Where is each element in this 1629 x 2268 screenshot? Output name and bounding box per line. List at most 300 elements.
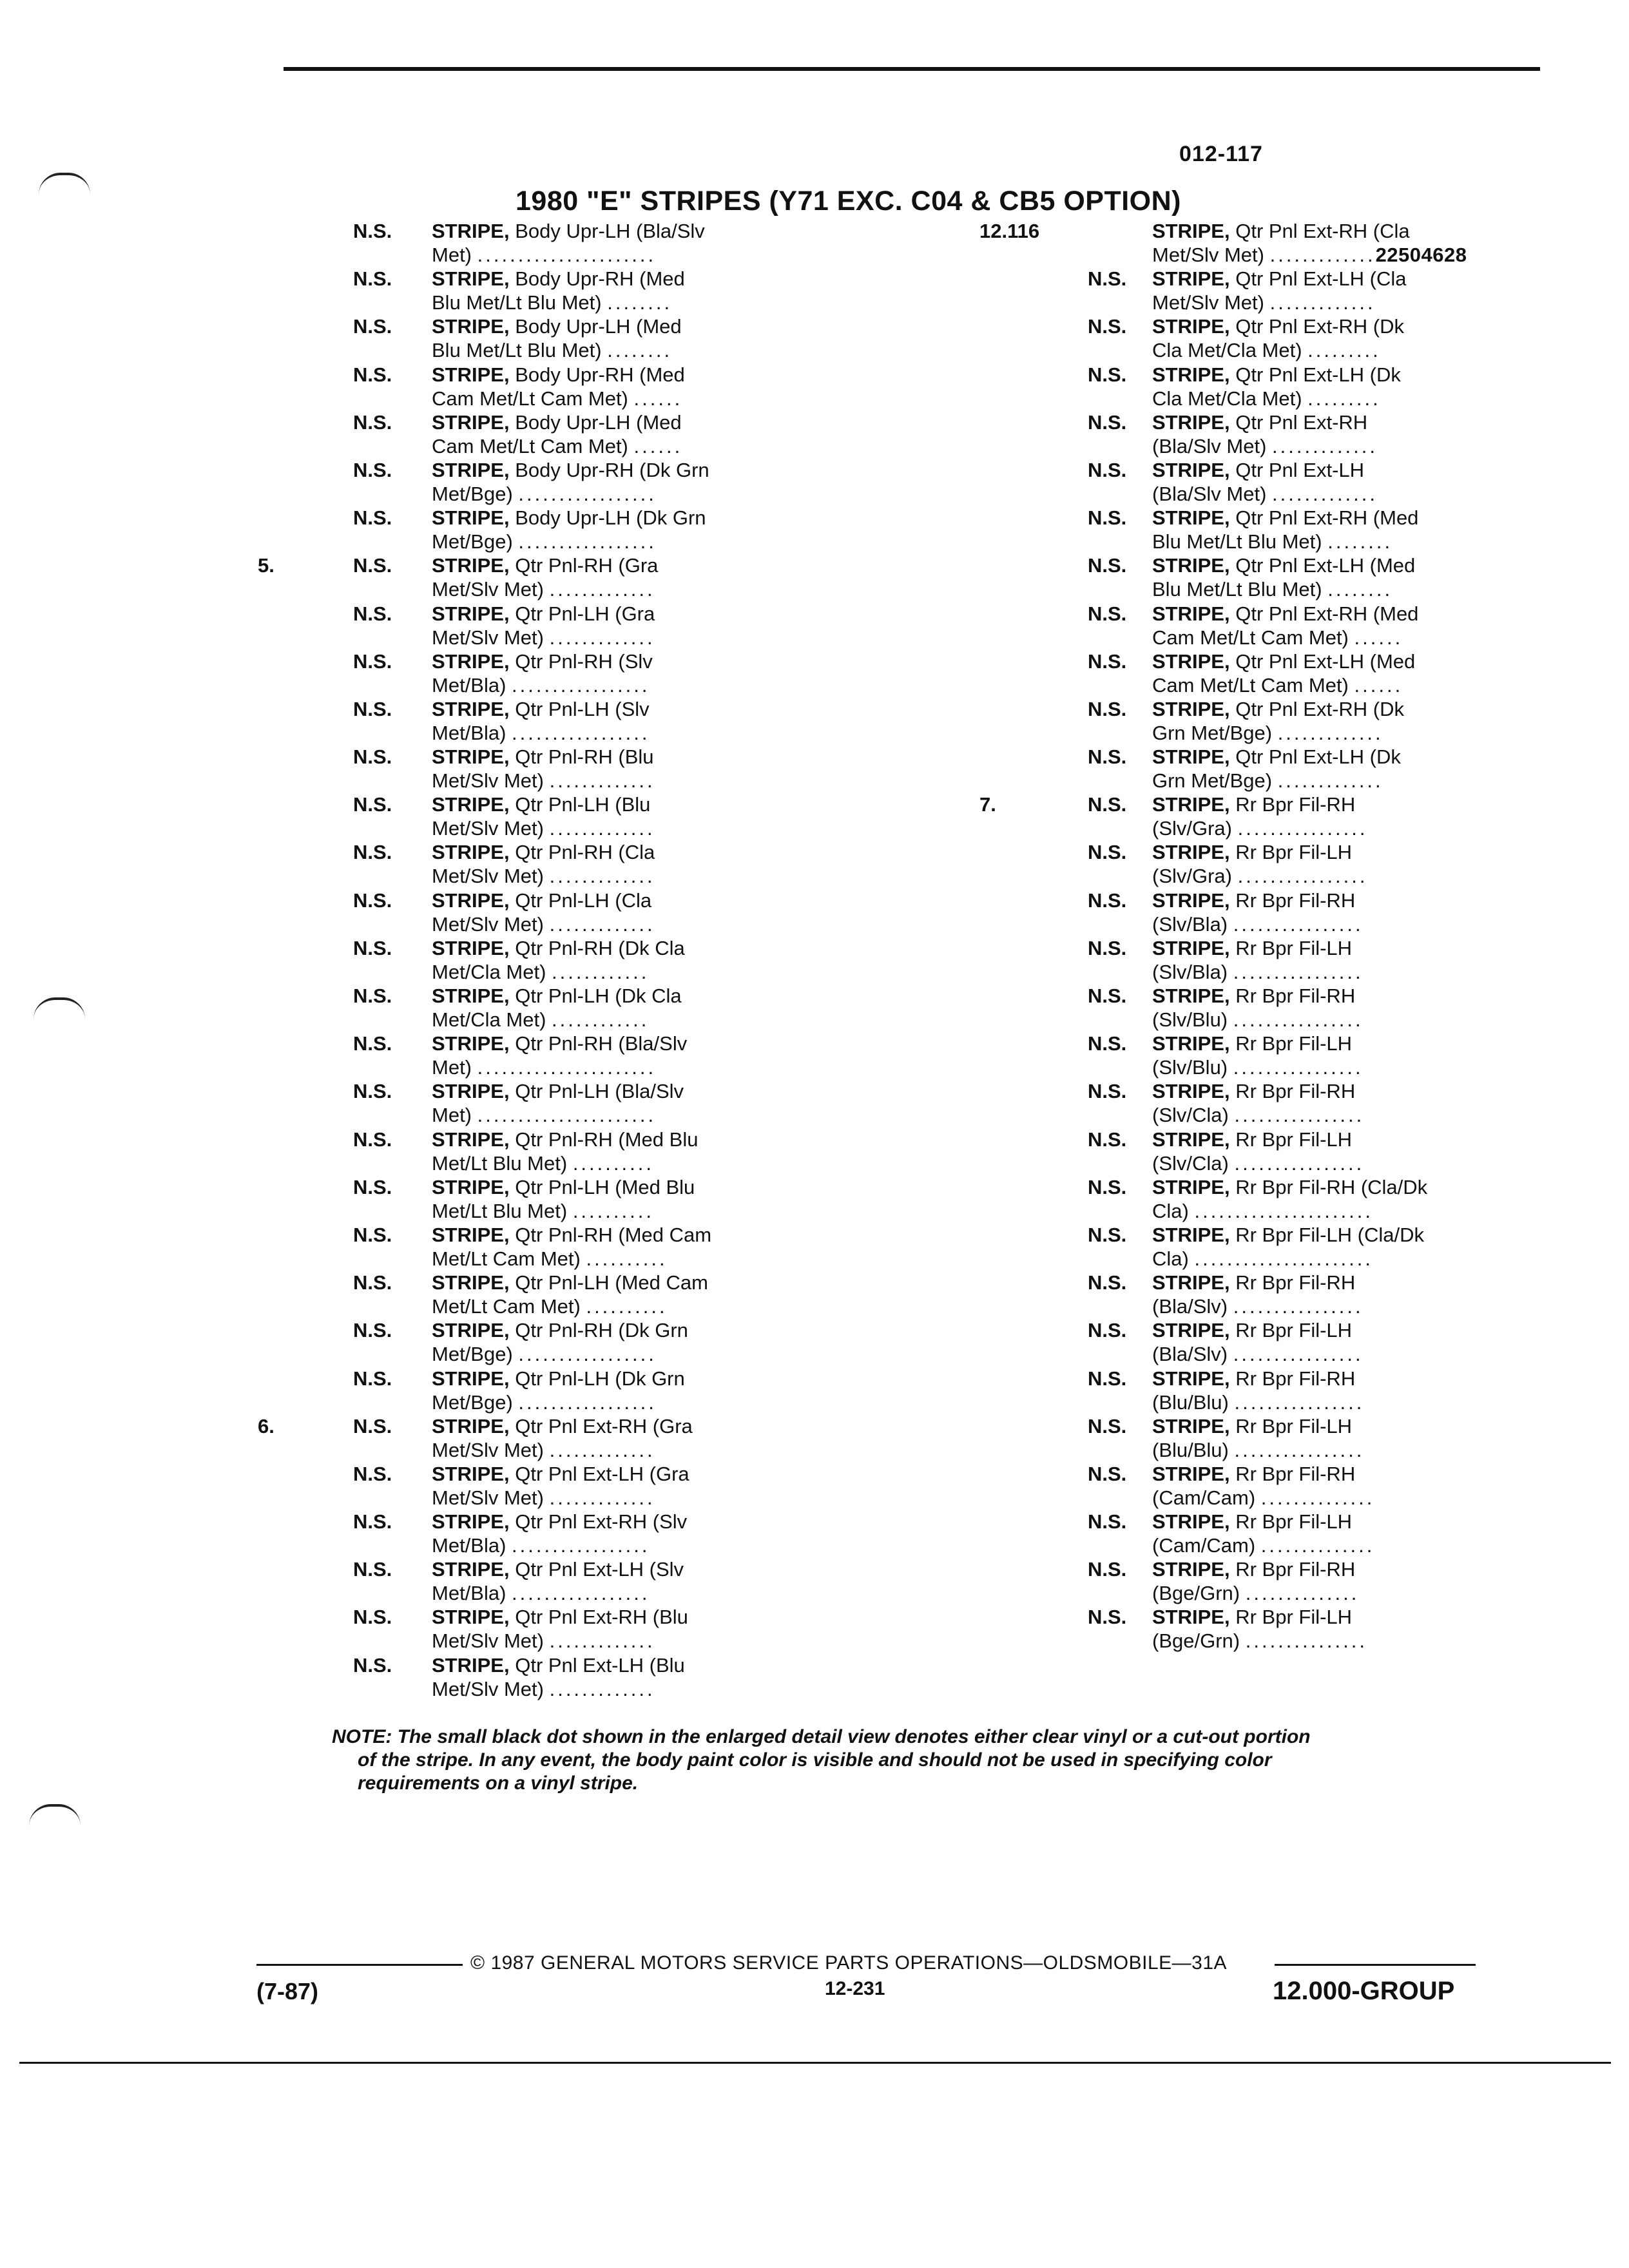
dot-leader: ............... bbox=[1245, 1629, 1367, 1653]
part-name: STRIPE, bbox=[432, 1653, 510, 1677]
dot-leader: ...... bbox=[1354, 673, 1403, 697]
part-description-line-1: Body Upr-LH (Dk Grn bbox=[515, 506, 706, 530]
part-description-text: Blu Met/Lt Blu Met) bbox=[1152, 530, 1322, 553]
parts-entry bbox=[258, 1032, 786, 1079]
dot-leader: ...................... bbox=[1194, 1199, 1373, 1222]
part-name: STRIPE, bbox=[1152, 936, 1230, 959]
parts-entry bbox=[258, 219, 786, 267]
part-description bbox=[1152, 649, 1487, 697]
part-description-line-1: Rr Bpr Fil-LH bbox=[1235, 1032, 1353, 1055]
part-status: N.S. bbox=[1088, 1319, 1127, 1342]
part-status: N.S. bbox=[353, 697, 392, 720]
part-description-text: (Bla/Slv Met) bbox=[1152, 482, 1267, 505]
left-parts-column bbox=[258, 219, 786, 1701]
part-name: STRIPE, bbox=[432, 1175, 510, 1198]
part-description-text: Cla Met/Cla Met) bbox=[1152, 387, 1302, 410]
part-description-text: Met/Slv Met) bbox=[432, 1438, 544, 1461]
part-status: N.S. bbox=[353, 1653, 392, 1677]
part-description-line-1: Qtr Pnl Ext-LH (Med bbox=[1235, 554, 1416, 577]
parts-entry bbox=[258, 602, 786, 649]
dot-leader: ................ bbox=[1233, 912, 1364, 936]
part-description-line-2 bbox=[432, 912, 767, 936]
part-description-line-1: Rr Bpr Fil-RH bbox=[1235, 889, 1356, 912]
part-description-text: (Slv/Cla) bbox=[1152, 1151, 1229, 1175]
parts-entry bbox=[979, 1128, 1508, 1175]
part-description-line-2 bbox=[1152, 769, 1487, 793]
part-status: N.S. bbox=[353, 1223, 392, 1246]
part-description-line-1: Qtr Pnl-LH (Bla/Slv bbox=[515, 1080, 684, 1103]
dot-leader: ................ bbox=[1233, 1008, 1364, 1031]
part-description-line-1: Qtr Pnl-RH (Med Cam bbox=[515, 1223, 712, 1246]
dot-leader: ............. bbox=[1269, 244, 1376, 266]
dot-leader: ................ bbox=[1234, 1390, 1365, 1414]
part-description-text: Met/Slv Met) bbox=[432, 578, 544, 601]
binder-hole-mark bbox=[34, 997, 85, 1019]
part-status: N.S. bbox=[353, 1128, 392, 1151]
parts-entry bbox=[258, 1223, 786, 1271]
part-status: N.S. bbox=[353, 602, 392, 625]
part-description bbox=[432, 410, 767, 458]
part-description-text: Blu Met/Lt Blu Met) bbox=[432, 339, 602, 362]
right-parts-column bbox=[979, 219, 1508, 1653]
part-status: N.S. bbox=[353, 554, 392, 577]
part-status: N.S. bbox=[1088, 363, 1127, 386]
part-status: N.S. bbox=[353, 649, 392, 673]
part-name: STRIPE, bbox=[432, 1032, 510, 1055]
dot-leader: ............. bbox=[549, 865, 655, 888]
part-description-line-1: Qtr Pnl-RH (Gra bbox=[515, 554, 659, 577]
part-description-line-2 bbox=[432, 1438, 767, 1462]
part-status: N.S. bbox=[353, 1080, 392, 1103]
part-status: N.S. bbox=[1088, 1032, 1127, 1055]
part-description-line-1: Rr Bpr Fil-LH (Cla/Dk bbox=[1235, 1223, 1425, 1246]
parts-entry bbox=[258, 1653, 786, 1701]
part-name: STRIPE, bbox=[1152, 841, 1230, 864]
part-name: STRIPE, bbox=[1152, 697, 1230, 720]
part-status: N.S. bbox=[1088, 697, 1127, 720]
part-description bbox=[432, 267, 767, 314]
parts-entry bbox=[979, 1367, 1508, 1414]
parts-entry bbox=[979, 1175, 1508, 1223]
dot-leader: ............. bbox=[549, 769, 655, 793]
part-description bbox=[1152, 745, 1487, 793]
part-description-line-2 bbox=[1152, 482, 1487, 506]
dot-leader: ...................... bbox=[1194, 1247, 1373, 1270]
part-description-text: Met/Slv Met) bbox=[432, 865, 544, 888]
top-rule bbox=[284, 67, 1540, 71]
part-description-line-1: Qtr Pnl Ext-RH (Cla bbox=[1235, 220, 1410, 242]
part-description-line-1: Qtr Pnl Ext-LH bbox=[1235, 458, 1365, 481]
part-description-line-1: Rr Bpr Fil-LH bbox=[1235, 1128, 1353, 1151]
part-description bbox=[432, 840, 767, 888]
stripe-note bbox=[332, 1725, 1466, 1795]
part-name: STRIPE, bbox=[1152, 1271, 1230, 1294]
dot-leader: ...... bbox=[633, 434, 683, 457]
part-name: STRIPE, bbox=[1152, 1175, 1230, 1198]
part-description-line-2 bbox=[1152, 912, 1487, 936]
parts-entry bbox=[979, 219, 1508, 267]
part-name: STRIPE, bbox=[432, 1558, 510, 1581]
part-description-line-1: Qtr Pnl Ext-LH (Blu bbox=[515, 1653, 685, 1677]
part-description-line-2 bbox=[1152, 626, 1487, 649]
part-name: STRIPE, bbox=[432, 602, 510, 625]
part-status: N.S. bbox=[353, 220, 392, 242]
parts-entry bbox=[258, 458, 786, 506]
part-status: N.S. bbox=[1088, 793, 1127, 816]
part-description bbox=[432, 314, 767, 362]
parts-entry bbox=[258, 984, 786, 1032]
dot-leader: ...... bbox=[1354, 626, 1403, 649]
parts-entry bbox=[979, 314, 1508, 362]
part-status: N.S. bbox=[1088, 745, 1127, 769]
parts-entry bbox=[258, 745, 786, 793]
parts-entry bbox=[979, 793, 1508, 840]
dot-leader: ................ bbox=[1233, 1056, 1364, 1079]
dot-leader: ................ bbox=[1233, 1343, 1364, 1366]
parts-entry bbox=[979, 506, 1508, 553]
part-status: N.S. bbox=[353, 1606, 392, 1629]
part-status: N.S. bbox=[1088, 1558, 1127, 1581]
part-name: STRIPE, bbox=[1152, 220, 1230, 242]
part-description-line-1: Body Upr-RH (Dk Grn bbox=[515, 458, 709, 481]
parts-entry bbox=[258, 363, 786, 410]
footer-page-number: 12-231 bbox=[825, 1978, 885, 1999]
part-description-text: Met/Slv Met) bbox=[432, 1486, 544, 1509]
part-description-line-2 bbox=[1152, 673, 1487, 697]
part-description-text: (Cam/Cam) bbox=[1152, 1486, 1256, 1509]
dot-leader: ............. bbox=[1269, 291, 1376, 314]
part-status: N.S. bbox=[1088, 1367, 1127, 1390]
part-description-line-1: Rr Bpr Fil-LH bbox=[1235, 936, 1353, 959]
part-description-text: Met/Bge) bbox=[432, 530, 513, 553]
part-description-line-2 bbox=[432, 1199, 767, 1223]
part-description bbox=[1152, 1557, 1487, 1605]
part-description-line-1: Qtr Pnl Ext-RH (Slv bbox=[515, 1510, 688, 1533]
part-description-text: Cla) bbox=[1152, 1199, 1189, 1222]
part-description-text: (Slv/Blu) bbox=[1152, 1008, 1228, 1031]
parts-entry bbox=[258, 314, 786, 362]
part-description bbox=[432, 1653, 767, 1701]
part-description-line-2 bbox=[1152, 1390, 1487, 1414]
part-description-line-2 bbox=[432, 338, 767, 362]
part-description bbox=[1152, 602, 1487, 649]
part-description-line-2 bbox=[432, 1677, 767, 1701]
part-name: STRIPE, bbox=[1152, 315, 1230, 338]
dot-leader: .............. bbox=[1260, 1534, 1375, 1557]
part-description-line-1: Qtr Pnl Ext-LH (Slv bbox=[515, 1558, 684, 1581]
part-description bbox=[1152, 1462, 1487, 1510]
part-status: N.S. bbox=[1088, 889, 1127, 912]
part-description-line-2 bbox=[432, 1486, 767, 1510]
part-description bbox=[1152, 1223, 1487, 1271]
part-name: STRIPE, bbox=[432, 649, 510, 673]
dot-leader: .......... bbox=[586, 1247, 668, 1270]
parts-entry bbox=[258, 1271, 786, 1318]
part-description bbox=[1152, 458, 1487, 506]
part-description-line-1: Qtr Pnl-LH (Dk Grn bbox=[515, 1367, 685, 1390]
parts-entry bbox=[979, 553, 1508, 601]
footer-rule-left bbox=[256, 1964, 463, 1966]
dot-leader: ................ bbox=[1234, 1438, 1365, 1461]
part-description-text: (Slv/Cla) bbox=[1152, 1104, 1229, 1127]
part-name: STRIPE, bbox=[1152, 410, 1230, 434]
parts-entry bbox=[258, 267, 786, 314]
part-description-text: (Slv/Gra) bbox=[1152, 817, 1232, 840]
part-description-line-1: Qtr Pnl-RH (Med Blu bbox=[515, 1128, 699, 1151]
part-description-line-2 bbox=[432, 1151, 767, 1175]
dot-leader: .......... bbox=[586, 1295, 668, 1318]
part-description bbox=[1152, 1032, 1487, 1079]
dot-leader: ........ bbox=[607, 291, 673, 314]
part-description bbox=[1152, 219, 1487, 267]
part-description-line-2 bbox=[1152, 1294, 1487, 1318]
part-name: STRIPE, bbox=[1152, 1606, 1230, 1629]
part-status: N.S. bbox=[353, 1271, 392, 1294]
footer-group-label: 12.000-GROUP bbox=[1273, 1977, 1455, 2005]
part-description-text: Met/Lt Blu Met) bbox=[432, 1151, 568, 1175]
part-description-line-1: Rr Bpr Fil-LH bbox=[1235, 1319, 1353, 1342]
part-status: N.S. bbox=[1088, 1223, 1127, 1246]
part-status: N.S. bbox=[1088, 602, 1127, 625]
part-description-line-1: Rr Bpr Fil-LH bbox=[1235, 1414, 1353, 1437]
part-name: STRIPE, bbox=[432, 1414, 510, 1437]
part-description bbox=[432, 1079, 767, 1127]
footer-revision-date: (7-87) bbox=[256, 1978, 319, 2004]
dot-leader: ............. bbox=[549, 1486, 655, 1509]
part-description-line-2 bbox=[432, 387, 767, 410]
dot-leader: ............. bbox=[549, 578, 655, 601]
part-description-line-2 bbox=[432, 530, 767, 553]
dot-leader: ............. bbox=[1277, 769, 1383, 793]
part-name: STRIPE, bbox=[432, 363, 510, 386]
parts-entry bbox=[979, 1414, 1508, 1462]
dot-leader: ................ bbox=[1233, 960, 1364, 983]
parts-entry bbox=[979, 410, 1508, 458]
dot-leader: .......... bbox=[572, 1151, 654, 1175]
part-description-text: Met) bbox=[432, 1104, 472, 1127]
part-name: STRIPE, bbox=[432, 1510, 510, 1533]
part-name: STRIPE, bbox=[432, 745, 510, 769]
part-description-line-2 bbox=[432, 1247, 767, 1271]
part-description bbox=[1152, 697, 1487, 745]
part-description-text: (Bge/Grn) bbox=[1152, 1582, 1240, 1605]
part-description-text: Met/Lt Cam Met) bbox=[432, 1295, 581, 1318]
part-name: STRIPE, bbox=[1152, 745, 1230, 769]
part-description bbox=[432, 745, 767, 793]
part-status: N.S. bbox=[353, 793, 392, 816]
part-name: STRIPE, bbox=[432, 1367, 510, 1390]
part-description bbox=[1152, 1318, 1487, 1366]
part-status: N.S. bbox=[353, 1367, 392, 1390]
dot-leader: ............. bbox=[1272, 482, 1378, 505]
part-name: STRIPE, bbox=[432, 1319, 510, 1342]
part-description-line-2 bbox=[1152, 721, 1487, 745]
part-description bbox=[1152, 793, 1487, 840]
part-description-line-2 bbox=[432, 1008, 767, 1032]
part-description-line-1: Rr Bpr Fil-LH bbox=[1235, 1606, 1353, 1629]
part-description-text: Met/Bla) bbox=[432, 673, 506, 697]
part-description-text: Met/Bge) bbox=[432, 1390, 513, 1414]
part-description bbox=[1152, 1510, 1487, 1557]
parts-entry bbox=[979, 1462, 1508, 1510]
part-description-line-2 bbox=[432, 816, 767, 840]
part-name: STRIPE, bbox=[432, 410, 510, 434]
dot-leader: ........ bbox=[607, 339, 673, 362]
part-description-line-2 bbox=[1152, 816, 1487, 840]
part-description-line-1: Qtr Pnl Ext-RH (Med bbox=[1235, 506, 1419, 530]
part-description-text: Met/Lt Cam Met) bbox=[432, 1247, 581, 1270]
callout-number: 12.116 bbox=[979, 220, 1040, 242]
part-description bbox=[432, 363, 767, 410]
part-description-text: (Bla/Slv Met) bbox=[1152, 434, 1267, 457]
part-description-line-2 bbox=[432, 673, 767, 697]
part-description bbox=[432, 984, 767, 1032]
parts-entry bbox=[258, 889, 786, 936]
part-description-line-2 bbox=[432, 1055, 767, 1079]
part-description-text: Blu Met/Lt Blu Met) bbox=[432, 291, 602, 314]
parts-entry bbox=[979, 1223, 1508, 1271]
dot-leader: ................. bbox=[518, 1343, 657, 1366]
part-description-text: Met/Slv Met) bbox=[432, 626, 544, 649]
part-description-text: (Slv/Bla) bbox=[1152, 912, 1228, 936]
parts-entry bbox=[258, 1605, 786, 1653]
page-reference: 012-117 bbox=[1179, 142, 1263, 166]
part-status: N.S. bbox=[1088, 936, 1127, 959]
part-description bbox=[1152, 1605, 1487, 1653]
part-description bbox=[432, 697, 767, 745]
part-status: N.S. bbox=[1088, 841, 1127, 864]
part-name: STRIPE, bbox=[432, 315, 510, 338]
part-description bbox=[1152, 889, 1487, 936]
part-description-text: Cla) bbox=[1152, 1247, 1189, 1270]
part-description-line-1: Rr Bpr Fil-LH bbox=[1235, 1510, 1353, 1533]
part-description-line-2 bbox=[432, 1390, 767, 1414]
part-description-text: Met/Bla) bbox=[432, 1582, 506, 1605]
part-description-line-2 bbox=[432, 291, 767, 314]
part-description-line-2 bbox=[432, 243, 767, 267]
dot-leader: ...... bbox=[633, 387, 683, 410]
part-description bbox=[1152, 553, 1487, 601]
part-description-text: Met/Slv Met) bbox=[432, 1629, 544, 1653]
dot-leader: ........ bbox=[1327, 530, 1393, 553]
part-description bbox=[1152, 314, 1487, 362]
dot-leader: ................. bbox=[512, 721, 650, 744]
part-description-line-1: Qtr Pnl Ext-LH (Dk bbox=[1235, 745, 1401, 769]
parts-entry bbox=[979, 458, 1508, 506]
dot-leader: ................. bbox=[512, 1534, 650, 1557]
parts-entry bbox=[258, 553, 786, 601]
parts-entry bbox=[258, 840, 786, 888]
part-description-text: (Bge/Grn) bbox=[1152, 1629, 1240, 1653]
parts-entry bbox=[979, 1605, 1508, 1653]
part-description bbox=[432, 793, 767, 840]
part-name: STRIPE, bbox=[1152, 506, 1230, 530]
part-description-line-1: Qtr Pnl-LH (Dk Cla bbox=[515, 985, 682, 1007]
part-name: STRIPE, bbox=[1152, 1462, 1230, 1485]
part-description-line-2 bbox=[1152, 1581, 1487, 1605]
part-status: N.S. bbox=[353, 410, 392, 434]
part-description bbox=[1152, 363, 1487, 410]
part-description-line-1: Qtr Pnl-LH (Med Cam bbox=[515, 1271, 708, 1294]
parts-entry bbox=[979, 840, 1508, 888]
part-name: STRIPE, bbox=[1152, 267, 1230, 291]
part-description bbox=[432, 1032, 767, 1079]
part-status: N.S. bbox=[1088, 1414, 1127, 1437]
part-status: N.S. bbox=[353, 1558, 392, 1581]
part-status: N.S. bbox=[353, 315, 392, 338]
dot-leader: ...................... bbox=[477, 244, 657, 266]
parts-entry bbox=[258, 1175, 786, 1223]
part-description bbox=[1152, 1128, 1487, 1175]
part-status: N.S. bbox=[353, 1510, 392, 1533]
part-description-line-2 bbox=[1152, 1055, 1487, 1079]
part-name: STRIPE, bbox=[1152, 1319, 1230, 1342]
parts-entry bbox=[979, 745, 1508, 793]
part-status: N.S. bbox=[1088, 1510, 1127, 1533]
part-status: N.S. bbox=[1088, 506, 1127, 530]
part-description-text: Cam Met/Lt Cam Met) bbox=[1152, 673, 1349, 697]
part-status: N.S. bbox=[1088, 315, 1127, 338]
part-description bbox=[432, 506, 767, 553]
part-name: STRIPE, bbox=[1152, 1223, 1230, 1246]
part-description bbox=[432, 1128, 767, 1175]
part-name: STRIPE, bbox=[432, 889, 510, 912]
parts-entry bbox=[258, 936, 786, 984]
parts-entry bbox=[979, 1271, 1508, 1318]
part-description bbox=[432, 602, 767, 649]
part-status: N.S. bbox=[353, 1462, 392, 1485]
dot-leader: ......... bbox=[1307, 339, 1381, 362]
part-description-line-1: Qtr Pnl Ext-RH bbox=[1235, 410, 1368, 434]
part-status: N.S. bbox=[1088, 267, 1127, 291]
part-description-line-1: Qtr Pnl Ext-RH (Dk bbox=[1235, 315, 1405, 338]
part-name: STRIPE, bbox=[432, 841, 510, 864]
part-description-text: Met/Slv Met) bbox=[1152, 291, 1264, 314]
part-status: N.S. bbox=[1088, 649, 1127, 673]
parts-entry bbox=[258, 793, 786, 840]
part-description-line-2 bbox=[432, 864, 767, 888]
part-name: STRIPE, bbox=[432, 985, 510, 1007]
part-description-text: Met) bbox=[432, 244, 472, 266]
part-description-line-1: Qtr Pnl Ext-LH (Cla bbox=[1235, 267, 1407, 291]
part-description-line-2 bbox=[1152, 387, 1487, 410]
part-name: STRIPE, bbox=[432, 1271, 510, 1294]
part-description-line-1: Rr Bpr Fil-RH (Cla/Dk bbox=[1235, 1175, 1428, 1198]
part-name: STRIPE, bbox=[1152, 1367, 1230, 1390]
parts-entry bbox=[258, 1557, 786, 1605]
part-status: N.S. bbox=[353, 363, 392, 386]
parts-entry bbox=[258, 697, 786, 745]
part-name: STRIPE, bbox=[1152, 649, 1230, 673]
part-description-line-1: Qtr Pnl-LH (Slv bbox=[515, 697, 650, 720]
part-status: N.S. bbox=[1088, 1462, 1127, 1485]
parts-entry bbox=[979, 1032, 1508, 1079]
part-description bbox=[432, 1175, 767, 1223]
part-description-line-2 bbox=[1152, 1486, 1487, 1510]
part-description-line-2 bbox=[1152, 1533, 1487, 1557]
part-description-line-2 bbox=[432, 1581, 767, 1605]
part-description-line-1: Rr Bpr Fil-RH bbox=[1235, 1462, 1356, 1485]
part-description-line-1: Rr Bpr Fil-RH bbox=[1235, 1080, 1356, 1103]
part-description bbox=[432, 458, 767, 506]
part-description-line-1: Qtr Pnl-LH (Blu bbox=[515, 793, 651, 816]
part-description-line-1: Qtr Pnl-RH (Slv bbox=[515, 649, 653, 673]
part-name: STRIPE, bbox=[1152, 889, 1230, 912]
part-description-line-2 bbox=[1152, 1342, 1487, 1366]
dot-leader: ............ bbox=[552, 960, 650, 983]
part-description-text: Met/Cla Met) bbox=[432, 960, 546, 983]
parts-entry bbox=[258, 649, 786, 697]
